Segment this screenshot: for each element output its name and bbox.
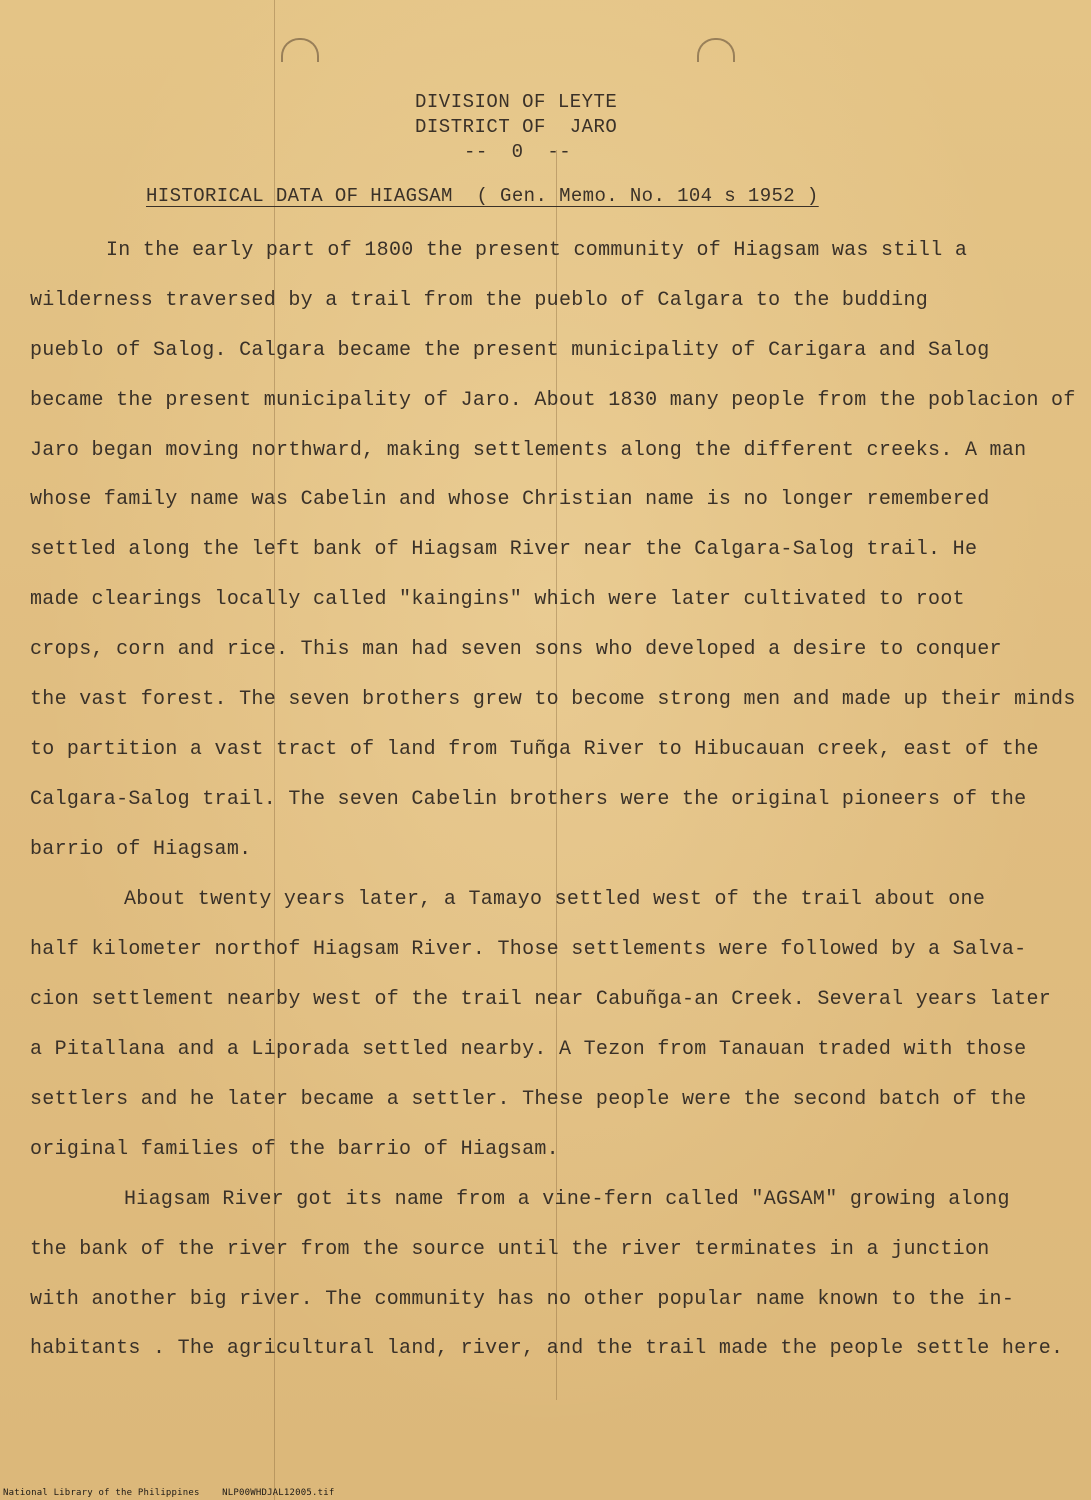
body-line: the vast forest. The seven brothers grew to become strong men and made up their minds — [30, 688, 1076, 711]
body-line: Hiagsam River got its name from a vine-fern called "AGSAM" growing along — [124, 1188, 1010, 1211]
body-line: original families of the barrio of Hiagsam. — [30, 1138, 559, 1161]
header-separator: -- 0 -- — [464, 141, 572, 163]
body-line: with another big river. The community has no other popular name known to the in- — [30, 1288, 1015, 1311]
body-line: the bank of the river from the source until the river terminates in a junction — [30, 1238, 990, 1261]
header-district: DISTRICT OF JARO — [415, 116, 618, 138]
body-line: In the early part of 1800 the present community of Hiagsam was still a — [106, 239, 968, 262]
body-line: cion settlement nearby west of the trail near Cabuñga-an Creek. Several years later — [30, 988, 1052, 1011]
punch-hole-mark-left — [281, 38, 319, 62]
header-division: DIVISION OF LEYTE — [415, 91, 618, 113]
body-line: settled along the left bank of Hiagsam River near the Calgara-Salog trail. He — [30, 538, 978, 561]
body-line: About twenty years later, a Tamayo settled west of the trail about one — [124, 888, 986, 911]
body-line: whose family name was Cabelin and whose Christian name is no longer remembered — [30, 488, 990, 511]
body-line: crops, corn and rice. This man had seven sons who developed a desire to conquer — [30, 638, 1002, 661]
body-line: settlers and he later became a settler. These people were the second batch of the — [30, 1088, 1027, 1111]
punch-hole-mark-right — [697, 38, 735, 62]
body-line: made clearings locally called "kaingins" which were later cultivated to root — [30, 588, 965, 611]
body-line: to partition a vast tract of land from Tuñga River to Hibucauan creek, east of the — [30, 738, 1039, 761]
body-line: habitants . The agricultural land, river, and the trail made the people settle here. — [30, 1337, 1064, 1360]
scan-footer: National Library of the Philippines NLP00WHDJAL12005.tif — [3, 1488, 335, 1498]
body-line: half kilometer northof Hiagsam River. Those settlements were followed by a Salva- — [30, 938, 1027, 961]
body-line: Calgara-Salog trail. The seven Cabelin brothers were the original pioneers of the — [30, 788, 1027, 811]
body-line: wilderness traversed by a trail from the pueblo of Calgara to the budding — [30, 289, 929, 312]
body-line: a Pitallana and a Liporada settled nearby. A Tezon from Tanauan traded with those — [30, 1038, 1027, 1061]
document-title: HISTORICAL DATA OF HIAGSAM ( Gen. Memo. No. 104 s 1952 ) — [146, 185, 819, 207]
body-line: became the present municipality of Jaro. About 1830 many people from the poblacion of — [30, 389, 1076, 412]
body-line: pueblo of Salog. Calgara became the present municipality of Carigara and Salog — [30, 339, 990, 362]
body-line: barrio of Hiagsam. — [30, 838, 252, 861]
body-line: Jaro began moving northward, making settlements along the different creeks. A man — [30, 439, 1027, 462]
